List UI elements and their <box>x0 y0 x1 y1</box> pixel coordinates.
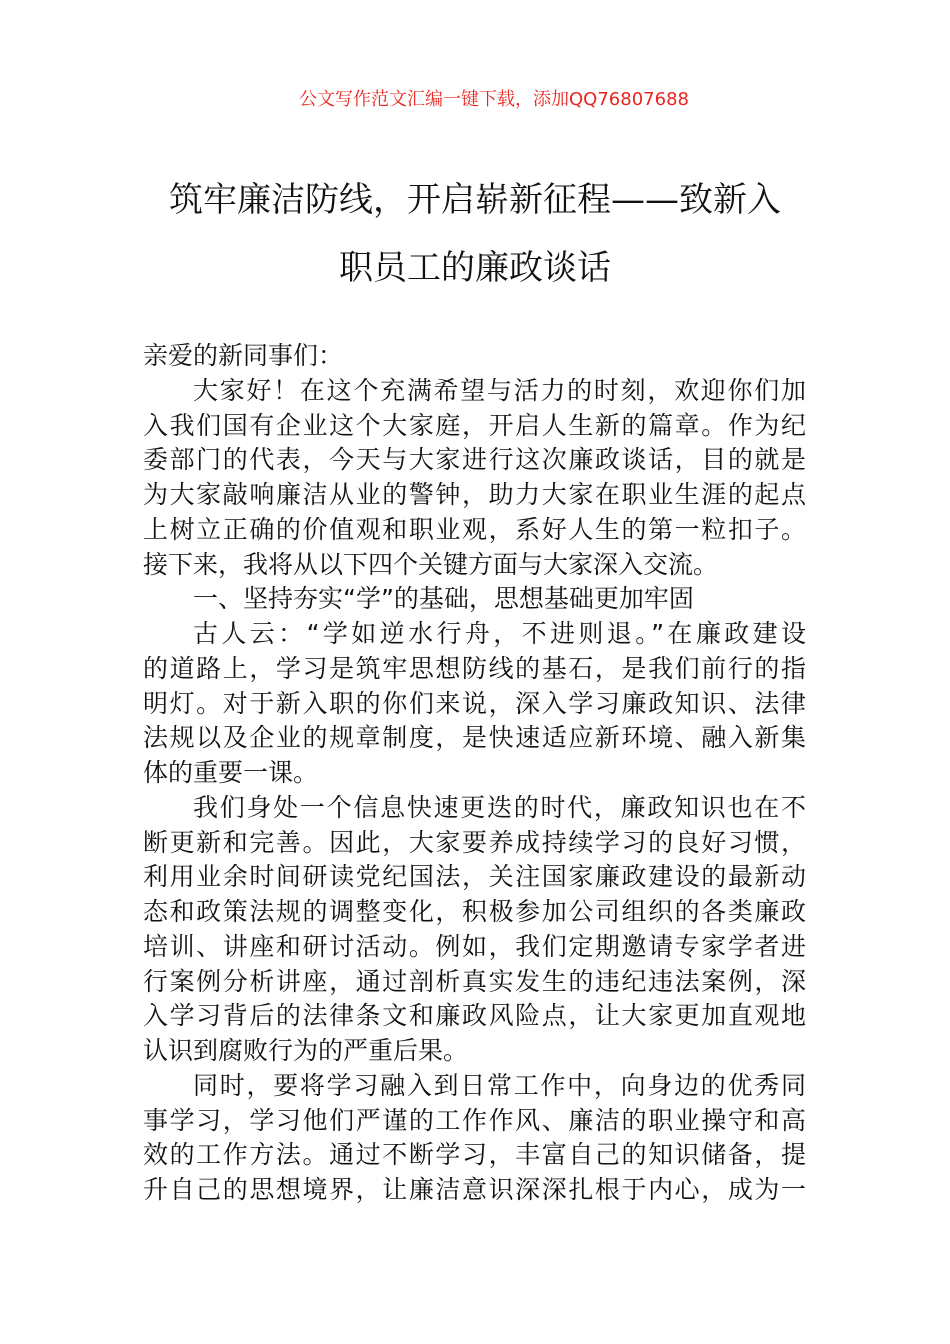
paragraph-line: 委部门的代表，今天与大家进行这次廉政谈话，目的就是 <box>143 445 806 475</box>
paragraph-line: 入我们国有企业这个大家庭，开启人生新的篇章。作为纪 <box>143 410 806 440</box>
paragraph-line: 行案例分析讲座，通过剖析真实发生的违纪违法案例，深 <box>143 966 806 996</box>
title-line: 筑牢廉洁防线，开启崭新征程——致新入 <box>169 180 781 220</box>
paragraph-line: 态和政策法规的调整变化，积极参加公司组织的各类廉政 <box>143 897 806 926</box>
paragraph-line: 我们身处一个信息快速更迭的时代，廉政知识也在不 <box>193 792 806 822</box>
section-heading: 一、坚持夯实“学”的基础，思想基础更加牢固 <box>193 584 694 614</box>
title-line: 职员工的廉政谈话 <box>339 248 611 288</box>
paragraph-line: 体的重要一课。 <box>143 758 319 787</box>
paragraph-line: 同时，要将学习融入到日常工作中，向身边的优秀同 <box>193 1070 806 1100</box>
document-title <box>150 166 800 302</box>
paragraph-line: 事学习，学习他们严谨的工作作风、廉洁的职业操守和高 <box>143 1105 806 1135</box>
paragraph-line: 古人云：“学如逆水行舟，不进则退。”在廉政建设 <box>193 619 806 648</box>
paragraph-line: 上树立正确的价值观和职业观，系好人生的第一粒扣子。 <box>143 514 806 544</box>
paragraph-line: 为大家敲响廉洁从业的警钟，助力大家在职业生涯的起点 <box>143 480 806 509</box>
paragraph-line: 入学习背后的法律条文和廉政风险点，让大家更加直观地 <box>143 1001 806 1031</box>
paragraph-line: 升自己的思想境界，让廉洁意识深深扎根于内心，成为一 <box>143 1175 806 1204</box>
paragraph-line: 的道路上，学习是筑牢思想防线的基石，是我们前行的指 <box>143 653 806 683</box>
paragraph-line: 利用业余时间研读党纪国法，关注国家廉政建设的最新动 <box>143 862 806 892</box>
paragraph-line: 认识到腐败行为的严重后果。 <box>143 1036 469 1065</box>
paragraph-line: 接下来，我将从以下四个关键方面与大家深入交流。 <box>143 549 719 579</box>
download-notice: 公文写作范文汇编一键下载，添加QQ76807688 <box>299 89 689 110</box>
paragraph-line: 法规以及企业的规章制度，是快速适应新环境、融入新集 <box>143 723 806 753</box>
paragraph-line: 大家好！在这个充满希望与活力的时刻，欢迎你们加 <box>193 375 806 405</box>
paragraph-line: 培训、讲座和研讨活动。例如，我们定期邀请专家学者进 <box>143 931 806 961</box>
paragraph-line: 亲爱的新同事们： <box>143 341 344 370</box>
paragraph-line: 明灯。对于新入职的你们来说，深入学习廉政知识、法律 <box>143 688 806 718</box>
paragraph-line: 效的工作方法。通过不断学习，丰富自己的知识储备，提 <box>143 1140 806 1170</box>
paragraph-line: 断更新和完善。因此，大家要养成持续学习的良好习惯， <box>143 827 806 857</box>
document-body <box>143 339 806 1208</box>
